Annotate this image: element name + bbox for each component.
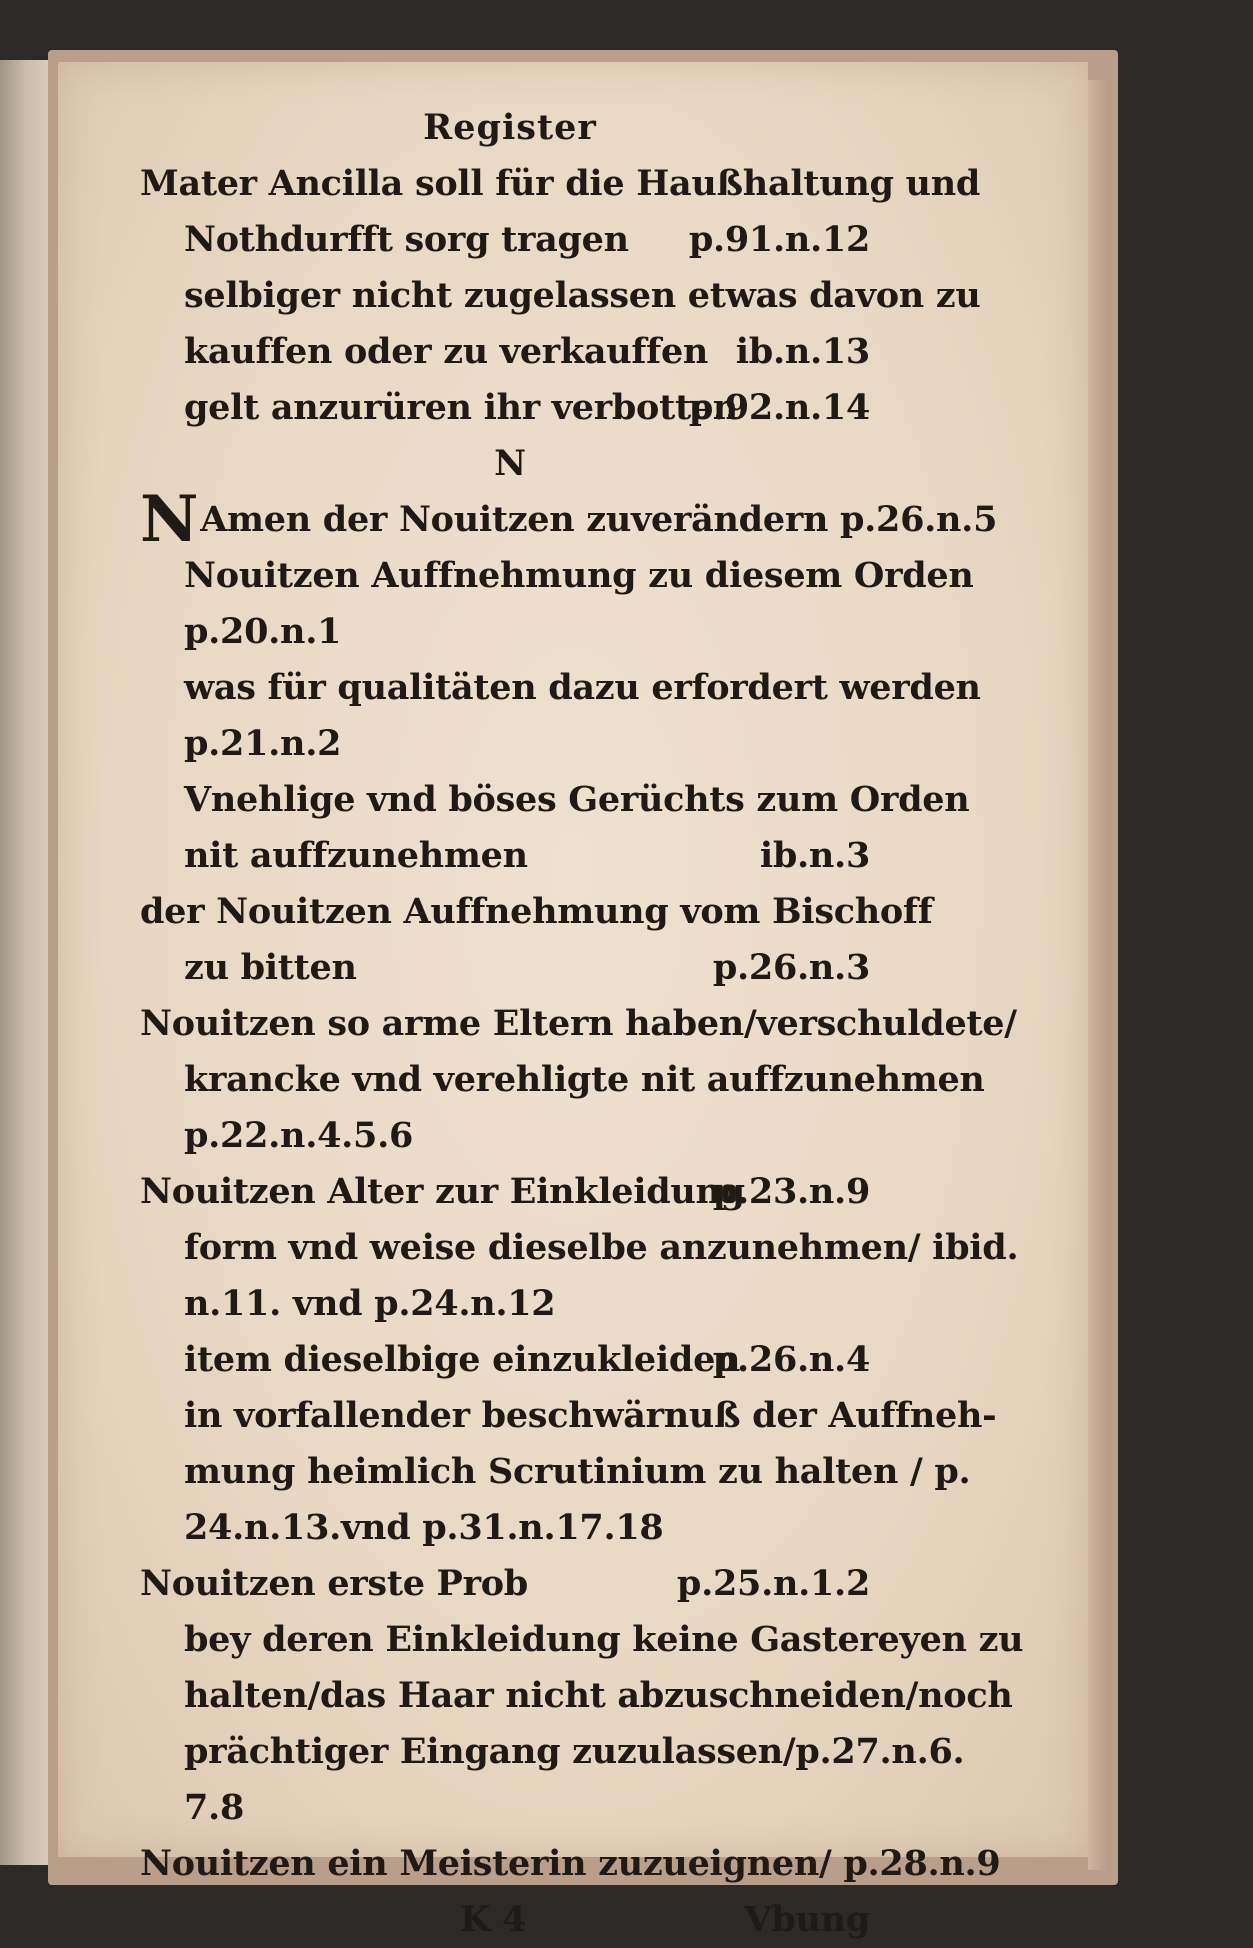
register-line bbox=[140, 1724, 965, 1780]
page-reference: p.26.n.4 bbox=[712, 1339, 870, 1380]
register-entry-text: der Nouitzen Auffnehmung vom Bischoff bbox=[140, 891, 933, 932]
register-line bbox=[140, 482, 998, 557]
register-entry-text: nit auffzunehmen bbox=[184, 835, 528, 876]
register-line bbox=[140, 268, 981, 324]
register-entry-text: Mater Ancilla soll für die Haußhaltung und bbox=[140, 163, 981, 204]
entries-n bbox=[140, 482, 1024, 1892]
register-line bbox=[140, 324, 880, 380]
register-line bbox=[140, 716, 880, 772]
register-line bbox=[140, 212, 880, 268]
register-line bbox=[140, 1108, 880, 1164]
register-line bbox=[140, 772, 970, 828]
register-line bbox=[140, 1444, 971, 1500]
register-line bbox=[140, 1668, 1013, 1724]
register-line bbox=[140, 156, 981, 212]
register-entry-text: Nouitzen ein Meisterin zuzueignen/ p.28.n.9 bbox=[140, 1843, 1001, 1884]
page-stack-edge bbox=[1088, 80, 1110, 1870]
register-entry-text: item dieselbige einzukleiden bbox=[184, 1339, 741, 1380]
page-reference: p.25.n.1.2 bbox=[676, 1563, 870, 1604]
register-entry-text: n.11. vnd p.24.n.12 bbox=[184, 1283, 556, 1324]
register-line bbox=[140, 1388, 997, 1444]
register-entry-text: mung heimlich Scrutinium zu halten / p. bbox=[184, 1451, 971, 1492]
register-line bbox=[140, 660, 981, 716]
register-entry-text: was für qualitäten dazu erfordert werden bbox=[184, 667, 981, 708]
page-reference: ib.n.3 bbox=[759, 835, 870, 876]
register-entry-text: Nouitzen erste Prob bbox=[140, 1563, 528, 1604]
page-reference: p.26.n.3 bbox=[712, 947, 870, 988]
register-entry-text: Nothdurfft sorg tragen bbox=[184, 219, 629, 260]
register-line bbox=[140, 996, 1017, 1052]
register-entry-text: p.22.n.4.5.6 bbox=[184, 1115, 414, 1156]
page-reference: p.91.n.12 bbox=[688, 219, 870, 260]
register-entry-text: kauffen oder zu verkauffen bbox=[184, 331, 709, 372]
register-entry-text: Vnehlige vnd böses Gerüchts zum Orden bbox=[184, 779, 970, 820]
register-line bbox=[140, 1332, 880, 1388]
register-entry-text: Nouitzen so arme Eltern haben/verschuldete/ bbox=[140, 1003, 1017, 1044]
register-entry-text: in vorfallender beschwärnuß der Auffneh- bbox=[184, 1395, 997, 1436]
register-line bbox=[140, 1780, 880, 1836]
register-entry-text: p.20.n.1 bbox=[184, 611, 342, 652]
register-line bbox=[140, 1220, 1019, 1276]
register-line bbox=[140, 1500, 880, 1556]
signature-mark: K 4 bbox=[460, 1899, 527, 1940]
register-line bbox=[140, 380, 880, 436]
register-entry-text: 24.n.13.vnd p.31.n.17.18 bbox=[184, 1507, 664, 1548]
register-entry-text: form vnd weise dieselbe anzunehmen/ ibid. bbox=[184, 1227, 1019, 1268]
register-entry-text: gelt anzurüren ihr verbotten bbox=[184, 387, 738, 428]
page-reference: p.23.n.9 bbox=[712, 1171, 870, 1212]
register-entry-text: Nouitzen Alter zur Einkleidung bbox=[140, 1171, 745, 1212]
register-line bbox=[140, 1276, 880, 1332]
register-line bbox=[140, 828, 880, 884]
register-entry-text: krancke vnd verehligte nit auffzunehmen bbox=[184, 1059, 985, 1100]
dropcap-initial: N bbox=[140, 482, 199, 557]
register-entry-text: selbiger nicht zugelassen etwas davon zu bbox=[184, 275, 981, 316]
register-entry-text: bey deren Einkleidung keine Gastereyen zu bbox=[184, 1619, 1024, 1660]
register-line bbox=[140, 1052, 985, 1108]
register-line bbox=[140, 1836, 1001, 1892]
page-footer bbox=[140, 1892, 880, 1948]
register-entry-text: Amen der Nouitzen zuverändern p.26.n.5 bbox=[200, 499, 998, 540]
page-reference: ib.n.13 bbox=[735, 331, 870, 372]
register-text-block bbox=[140, 100, 1024, 1948]
register-line bbox=[140, 884, 933, 940]
register-line bbox=[140, 1164, 880, 1220]
register-line bbox=[140, 1556, 880, 1612]
register-line bbox=[140, 548, 974, 604]
register-entry-text: prächtiger Eingang zuzulassen/p.27.n.6. bbox=[184, 1731, 965, 1772]
page-reference: p.92.n.14 bbox=[688, 387, 870, 428]
entries-m bbox=[140, 156, 981, 436]
register-entry-text: Nouitzen Auffnehmung zu diesem Orden bbox=[184, 555, 974, 596]
running-header: Register bbox=[423, 107, 597, 148]
catchword: Vbung bbox=[744, 1899, 870, 1940]
register-entry-text: p.21.n.2 bbox=[184, 723, 342, 764]
register-line bbox=[140, 940, 880, 996]
register-entry-text: zu bitten bbox=[184, 947, 357, 988]
register-line bbox=[140, 604, 880, 660]
register-line bbox=[140, 1612, 1024, 1668]
letter-heading: N bbox=[494, 443, 526, 484]
register-entry-text: 7.8 bbox=[184, 1787, 244, 1828]
register-entry-text: halten/das Haar nicht abzuschneiden/noch bbox=[184, 1675, 1013, 1716]
